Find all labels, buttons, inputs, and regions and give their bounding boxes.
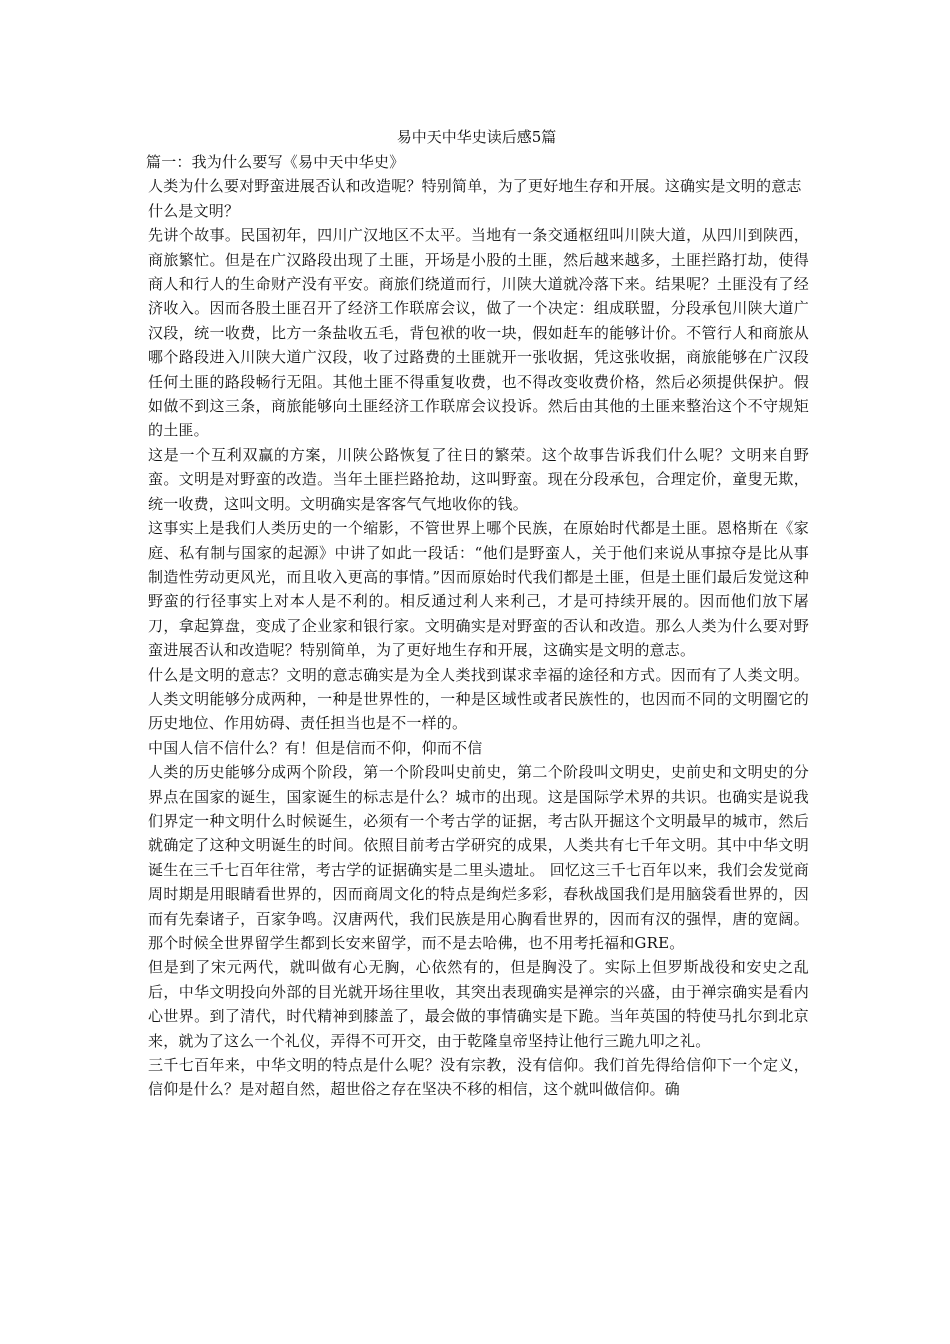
paragraph: 什么是文明？	[148, 201, 240, 220]
document-page	[144, 126, 809, 1102]
paragraph: 人类的历史能够分成两个阶段，第一个阶段叫史前史，第二个阶段叫文明史，史前史和文明史的分界点在国家的诞生，国家诞生的标志是什么？城市的出现。这是国际学术界的共识。也确实是说我们界定一种文明什么时候诞生，必须有一个考古学的证据，考古队开掘这个文明最早的城市，然后就确定了这种文明诞生的时间。依照目前考古学研究的成果，人类共有七千年文明。其中中华文明诞生在三千七百年往常，考古学的证据确实是二里头遗址。 回忆这三千七百年以来，我们会发觉商周时期是用眼睛看世界的，因而商周文化的特点是绚烂多彩，春秋战国我们是用脑袋看世界的，因而有先秦诸子，百家争鸣。汉唐两代，我们民族是用心胸看世界的，因而有汉的强悍，唐的宽阔。那个时候全世界留学生都到长安来留学，而不是去哈佛，也不用考托福和GRE。	[148, 763, 809, 952]
paragraph: 人类为什么要对野蛮进展否认和改造呢？特别简单，为了更好地生存和开展。这确实是文明的意志	[148, 177, 802, 196]
paragraph: 什么是文明的意志？文明的意志确实是为全人类找到谋求幸福的途径和方式。因而有了人类文明。人类文明能够分成两种，一种是世界性的，一种是区域性或者民族性的，也因而不同的文明圈它的历史地位、作用妨碍、责任担当也是不一样的。	[148, 665, 809, 733]
paragraph: 但是到了宋元两代，就叫做有心无胸，心依然有的，但是胸没了。实际上但罗斯战役和安史之乱后，中华文明投向外部的目光就开场往里收，其突出表现确实是禅宗的兴盛，由于禅宗确实是看内心世界。到了清代，时代精神到膝盖了，最会做的事情确实是下跪。当年英国的特使马扎尔到北京来，就为了这么一个礼仪，弄得不可开交，由于乾隆皇帝坚持让他行三跪九叩之礼。	[148, 958, 809, 1050]
paragraph: 这事实上是我们人类历史的一个缩影，不管世界上哪个民族，在原始时代都是土匪。恩格斯在《家庭、私有制与国家的起源》中讲了如此一段话：“他们是野蛮人，关于他们来说从事掠夺是比从事制造性劳动更风光，而且收入更高的事情。”因而原始时代我们都是土匪，但是土匪们最后发觉这种野蛮的行径事实上对本人是不利的。相反通过利人来利己，才是可持续开展的。因而他们放下屠刀，拿起算盘，变成了企业家和银行家。文明确实是对野蛮的否认和改造。那么人类为什么要对野蛮进展否认和改造呢？特别简单，为了更好地生存和开展，这确实是文明的意志。	[148, 519, 809, 660]
paragraph: 这是一个互利双赢的方案，川陕公路恢复了往日的繁荣。这个故事告诉我们什么呢？文明来自野蛮。文明是对野蛮的改造。当年土匪拦路抢劫，这叫野蛮。现在分段承包，合理定价，童叟无欺，统一收费，这叫文明。文明确实是客客气气地收你的钱。	[148, 445, 809, 513]
paragraph: 先讲个故事。民国初年，四川广汉地区不太平。当地有一条交通枢纽叫川陕大道，从四川到陕西，商旅繁忙。但是在广汉路段出现了土匪，开场是小股的土匪，然后越来越多，土匪拦路打劫，使得商人和行人的生命财产没有平安。商旅们绕道而行，川陕大道就冷落下来。结果呢？土匪没有了经济收入。因而各股土匪召开了经济工作联席会议，做了一个决定：组成联盟，分段承包川陕大道广汉段，统一收费，比方一条盐收五毛，背包袱的收一块，假如赶车的能够计价。不管行人和商旅从哪个路段进入川陕大道广汉段，收了过路费的土匪就开一张收据，凭这张收据，商旅能够在广汉段任何土匪的路段畅行无阻。其他土匪不得重复收费，也不得改变收费价格，然后必须提供保护。假如做不到这三条，商旅能够向土匪经济工作联席会议投诉。然后由其他的土匪来整治这个不守规矩的土匪。	[148, 226, 809, 440]
section-heading: 篇一：我为什么要写《易中天中华史》	[146, 153, 405, 171]
paragraph: 三千七百年来，中华文明的特点是什么呢？没有宗教，没有信仰。我们首先得给信仰下一个定义，信仰是什么？是对超自然，超世俗之存在坚决不移的相信，这个就叫做信仰。确	[148, 1056, 809, 1099]
document-title: 易中天中华史读后感5篇	[396, 128, 557, 146]
paragraph: 中国人信不信什么？有！但是信而不仰，仰而不信	[148, 738, 483, 757]
